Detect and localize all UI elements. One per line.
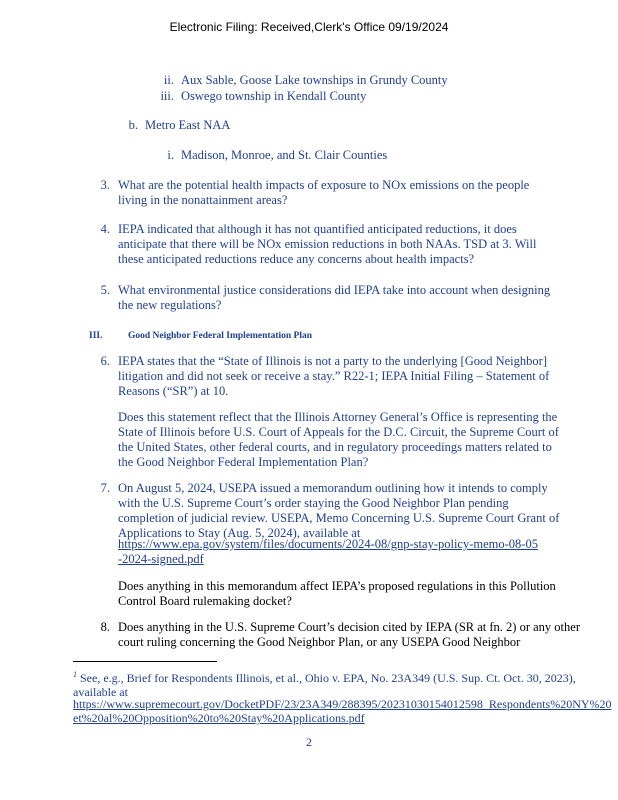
question-5-number: 5. bbox=[100, 283, 110, 297]
question-6-followup: Does this statement reflect that the Illinois Attorney General’s Office is representing the State of Illinois before U.S. Court of Appeals for the D.C. Circuit, the Supreme Court of the United States, other federal courts, and in regulatory proceedings matters related to the Good Neighbor Federal Implementation Plan? bbox=[118, 410, 559, 469]
question-7-text: On August 5, 2024, USEPA issued a memorandum outlining how it intends to comply with the U.S. Supreme Court’s order staying the Good Neighbor Plan pending completion of judicial review. USEPA, Memo Concerning U.S. Supreme Court Grant of Applications to Stay (Aug. 5, 2024), available at bbox=[118, 481, 560, 540]
filing-header: Electronic Filing: Received,Clerk's Office 09/19/2024 bbox=[169, 20, 449, 34]
section-number: III. bbox=[89, 331, 103, 341]
list-item-madison: Madison, Monroe, and St. Clair Counties bbox=[181, 148, 388, 162]
question-8-number: 8. bbox=[100, 620, 110, 634]
footnote-text bbox=[73, 668, 613, 699]
question-6-text: IEPA states that the “State of Illinois is not a party to the underlying [Good Neighbor] litigation and did not seek or receive a stay.” R22-1; IEPA Initial Filing – Statement of Reasons (“SR”) at 10. bbox=[118, 354, 550, 398]
page-number: 2 bbox=[306, 735, 312, 749]
footnote-mark: 1 bbox=[73, 670, 77, 679]
question-6-number: 6. bbox=[100, 354, 110, 368]
question-4-number: 4. bbox=[100, 222, 110, 236]
list-item-oswego: Oswego township in Kendall County bbox=[181, 89, 367, 103]
list-num-ii: ii. bbox=[163, 73, 174, 87]
footnote-citation: See, e.g., Brief for Respondents Illinois, et al., Ohio v. EPA, No. 23A349 (U.S. Sup. Ct. Oct. 30, 2023), available at bbox=[73, 671, 576, 699]
question-3-number: 3. bbox=[100, 178, 110, 192]
question-5-text: What environmental justice considerations did IEPA take into account when designing the new regulations? bbox=[118, 283, 551, 312]
question-3-text: What are the potential health impacts of exposure to NOx emissions on the people living in the nonattainment areas? bbox=[118, 178, 530, 207]
question-8-text: Does anything in the U.S. Supreme Court’s decision cited by IEPA (SR at fn. 2) or any other court ruling concerning the Good Neighbor Plan, or any USEPA Good Neighbor bbox=[118, 620, 580, 649]
list-num-iii: iii. bbox=[160, 89, 174, 103]
list-num-i: i. bbox=[167, 148, 174, 162]
list-item-aux-sable: Aux Sable, Goose Lake townships in Grundy County bbox=[181, 73, 448, 87]
footnote-link[interactable]: https://www.supremecourt.gov/DocketPDF/23/23A349/288395/20231030154012598_Respondents%20NY%20et%20al%20Opposition%20to%20Stay%20Applications.pdf bbox=[73, 697, 612, 725]
footnote-divider bbox=[73, 661, 217, 662]
list-num-b: b. bbox=[128, 118, 138, 132]
question-7-number: 7. bbox=[100, 481, 110, 495]
memo-link[interactable]: https://www.epa.gov/system/files/documents/2024-08/gnp-stay-policy-memo-08-05-2024-signed.pdf bbox=[118, 537, 538, 566]
list-item-metro-east: Metro East NAA bbox=[145, 118, 231, 132]
section-title: Good Neighbor Federal Implementation Plan bbox=[128, 331, 313, 341]
question-7-followup: Does anything in this memorandum affect IEPA’s proposed regulations in this Pollution Control Board rulemaking docket? bbox=[118, 579, 556, 608]
question-4-text: IEPA indicated that although it has not quantified anticipated reductions, it does anticipate that there will be NOx emission reductions in both NAAs. TSD at 3. Will these anticipated reductions reduce any concerns about health impacts? bbox=[118, 222, 537, 266]
